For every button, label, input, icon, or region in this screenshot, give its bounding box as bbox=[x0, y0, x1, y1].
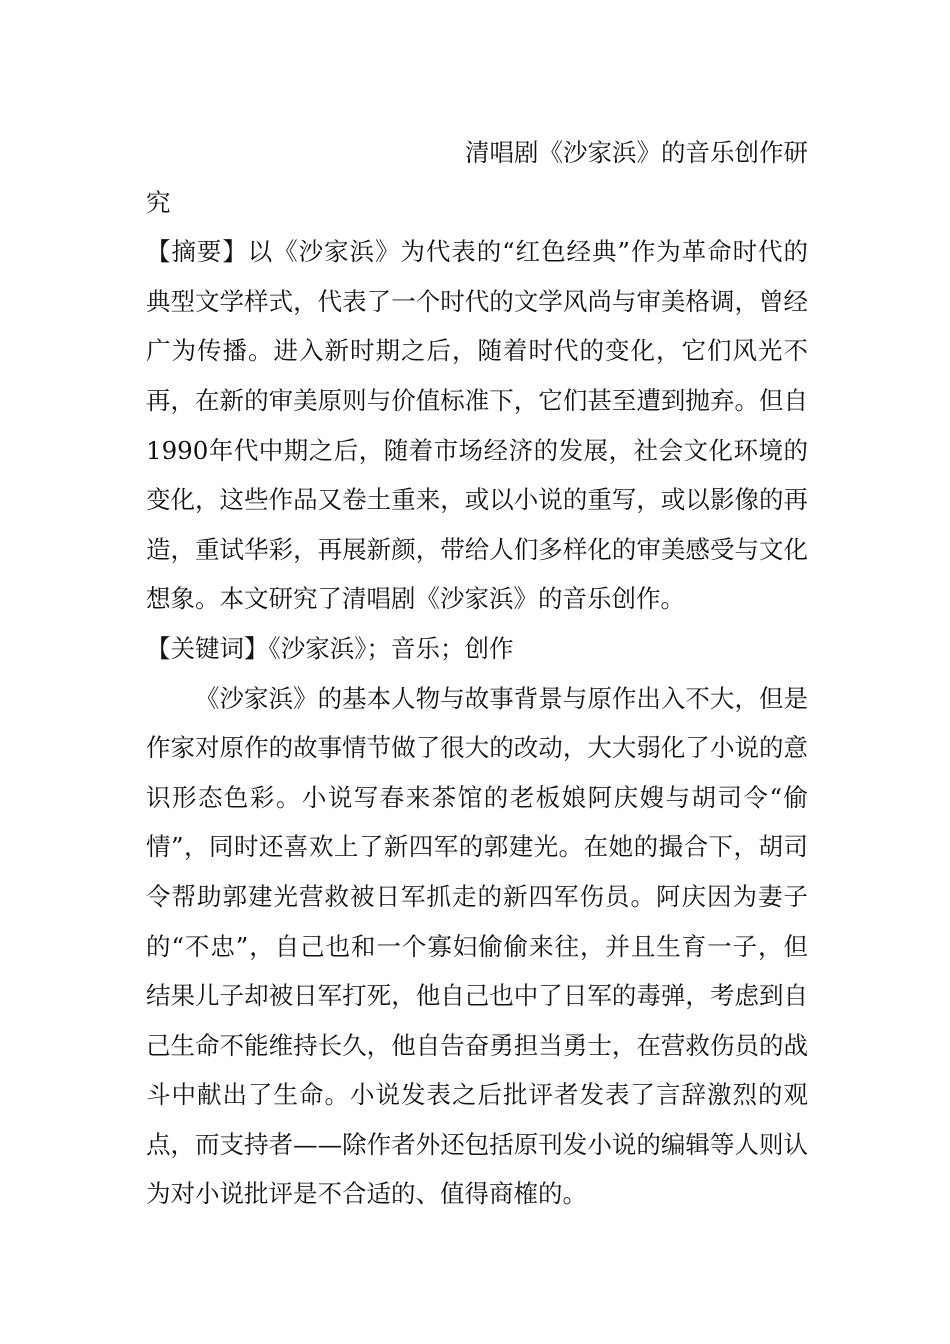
body-paragraph: 《沙家浜》的基本人物与故事背景与原作出入不大，但是作家对原作的故事情节做了很大的改动，大大弱化了小说的意识形态色彩。小说写春来茶馆的老板娘阿庆嫂与胡司令“偷情”，同时还喜欢上了新四军的郭建光。在她的撮合下，胡司令帮助郭建光营救被日军抓走的新四军伤员。阿庆因为妻子的“不忠”，自己也和一个寡妇偷偷来往，并且生育一子，但结果儿子却被日军打死，他自己也中了日军的毒弹，考虑到自己生命不能维持长久，他自告奋勇担当勇士，在营救伤员的战斗中献出了生命。小说发表之后批评者发表了言辞激烈的观点，而支持者——除作者外还包括原刊发小说的编辑等人则认为对小说批评是不合适的、值得商榷的。 bbox=[146, 683, 808, 1209]
abstract-paragraph bbox=[146, 227, 808, 624]
keywords-label: 【关键词】 bbox=[146, 633, 269, 663]
document-title: 清唱剧《沙家浜》的音乐创作研 bbox=[465, 138, 808, 167]
document-title-continuation: 究 bbox=[146, 187, 171, 217]
keywords-paragraph bbox=[146, 624, 808, 674]
abstract-label: 【摘要】 bbox=[146, 237, 248, 267]
abstract-text: 以《沙家浜》为代表的“红色经典”作为革命时代的典型文学样式，代表了一个时代的文学风尚与审美格调，曾经广为传播。进入新时期之后，随着时代的变化，它们风光不再，在新的审美原则与价值标准下，它们甚至遭到抛弃。但自1990年代中期之后，随着市场经济的发展，社会文化环境的变化，这些作品又卷土重来，或以小说的重写，或以影像的再造，重试华彩，再展新颜，带给人们多样化的审美感受与文化想象。本文研究了清唱剧《沙家浜》的音乐创作。 bbox=[146, 237, 808, 614]
keywords-text: 《沙家浜》；音乐；创作 bbox=[268, 633, 514, 663]
document-page bbox=[146, 128, 808, 1219]
